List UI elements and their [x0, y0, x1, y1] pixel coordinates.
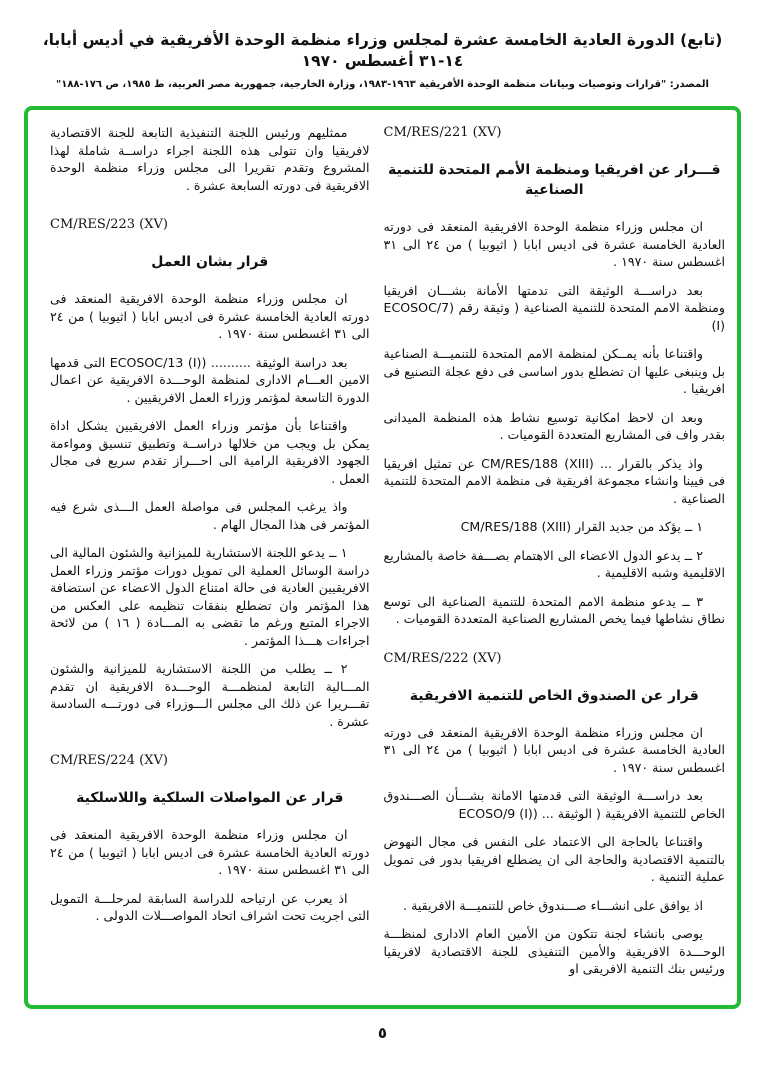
paragraph: واقتناعا بالحاجة الى الاعتماد على النفس فى مجال النهوض بالتنمية الاقتصادية والحاجة الى ان يضطلع افريقيا بدور فى تمويل عملية التنمية .	[383, 834, 725, 884]
paragraph: ٣ ــ يدعو منظمة الامم المتحدة للتنمية الصناعية الى توسع نطاق نشاطها فيما يخص المشاريع الصناعية المتعددة القوميات .	[383, 593, 725, 626]
paragraph: واقتناعا بأن مؤتمر وزراء العمل الافريقيين يشكل اداة يمكن بل ويجب من خلالها دراســة وتطبيق تنسيق ومواءمة الجهود الافريقية الرامية الى احـــراز تقدم سريع فى مجال العمل .	[50, 418, 370, 486]
paragraph: بعد دراســـة الوثيقة التى تدمتها الأمانة بشـــان افريقيا ومنظمة الامم المتحدة للتنمية الصناعية ( وثيقة رقم (ECOSOC/7 (I)	[383, 282, 725, 333]
paragraph: ان مجلس وزراء منظمة الوحدة الافريقية المنعقد فى دورته العادية الخامسة عشرة فى اديس ابابا ( اثيوبيا ) من ٢٤ الى ٣١ اغسطس سنة ١٩٧٠ .	[50, 827, 370, 877]
resolution-code: CM/RES/224 (XV)	[50, 753, 168, 768]
paragraph: واقتناعا بأنه يمــكن لمنظمة الامم المتحدة للتنميـــة الصناعية بل وينبغى عليها ان تضطلع بدور اساسى فى دفع عجلة التصنيع فى افريقيا .	[383, 346, 725, 396]
paragraph: بعد دراســـة الوثيقة التى قدمتها الامانة بشـــأن الصـــندوق الخاص للتنمية الافريقية ( الوثيقة ... (ECOSO/9 (I)	[383, 788, 725, 821]
paragraph: وبعد ان لاحظ امكانية توسيع نشاط هذه المنظمة الميدانى بقدر واف فى المشاريع المتعددة القوميات .	[383, 409, 725, 442]
paragraph: ٢ ــ يطلب من اللجنة الاستشارية للميزانية والشئون المـــالية التابعة لمنظمـــة الوحـــدة الافريقية ان تقدم تقـــريرا عن ذلك الى مجلس الـــوزراء فى دورتـــه السادسة عشرة .	[50, 661, 370, 729]
paragraph: بعد دراسة الوثيقة .......... (ECOSOC/13 (I) التى قدمها الامين العـــام الادارى لمنظمة الوحـــدة الافريقية عن اعمال الدورة التاسعة لمؤتمر وزراء العمل الافريقيين .	[50, 354, 370, 405]
page-header-title: (تابع) الدورة العادية الخامسة عشرة لمجلس وزراء منظمة الوحدة الأفريقية في أديس أبابا، ١٤-٣١ أغسطس ١٩٧٠	[42, 31, 723, 70]
paragraph: يوصى بانشاء لجنة تتكون من الأمين العام الادارى لمنظـــة الوحـــدة الافريقية والأمين التنفيذى للجنة الاقتصادية لافريقيا ورئيس بنك التنمية الافريقى او	[383, 926, 725, 976]
resolution-code: CM/RES/222 (XV)	[383, 650, 502, 666]
resolution-code: CM/RES/221 (XV)	[383, 125, 502, 140]
resolution-title: قرار عن الصندوق الخاص للتنمية الافريقية	[409, 687, 699, 704]
page-number: ٥	[377, 1023, 388, 1042]
left-column	[50, 124, 370, 989]
paragraph: ان مجلس وزراء منظمة الوحدة الافريقية المنعقد فى دورته العادية الخامسة عشرة فى اديس ابابا ( اثيوبيا ) من ٢٤ الى ٣١ اغسطس سنة ١٩٧٠ .	[50, 291, 370, 341]
resolution-title: قرار بشان العمل	[151, 254, 269, 270]
paragraph: ١ ــ يؤكد من جديد القرار CM/RES/188 (XIII)	[460, 519, 703, 534]
paragraph: واذ يذكر بالقرار ... CM/RES/188 (XIII) عن تمثيل افريقيا فى فيينا وانشاء مجموعة افريقية فى منظمة الامم المتحدة للتنمية الصناعية .	[383, 455, 725, 506]
source-citation: المصدر: "قرارات وتوصيات وبيانات منظمة الوحدة الأفريقية ١٩٦٣-١٩٨٣، وزارة الخارجية، جمهورية مصر العربية، ط ١٩٨٥، ص ١٧٦-١٨٨"	[56, 79, 709, 90]
paragraph: اذ يعرب عن ارتياحه للدراسة السابقة لمرحلـــة التمويل التى اجريت تحت اشراف اتحاد المواصـــلات الدولى .	[50, 890, 370, 923]
resolution-title: قـــرار عن افريقيا ومنظمة الأمم المتحدة للتنمية الصناعية	[387, 162, 721, 198]
paragraph: ٢ ــ يدعو الدول الاعضاء الى الاهتمام بصـــفة خاصة بالمشاريع الاقليمية وشبه الاقليمية .	[383, 547, 725, 580]
resolution-code: CM/RES/223 (XV)	[50, 217, 168, 232]
right-column	[384, 124, 725, 989]
resolution-title: قرار عن المواصلات السلكية واللاسلكية	[76, 790, 344, 806]
paragraph: واذ يرغب المجلس فى مواصلة العمل الـــذى شرع فيه المؤتمر فى هذا المجال الهام .	[50, 499, 370, 532]
paragraph: ان مجلس وزراء منظمة الوحدة الافريقية المنعقد فى دورته العادية الخامسة عشرة فى اديس ابابا ( اثيوبيا ) من ٢٤ الى ٣١ اغسطس سنة ١٩٧٠ .	[383, 724, 725, 775]
paragraph: اذ يوافق على انشـــاء صـــندوق خاص للتنميـــة الافريقية .	[403, 897, 703, 913]
paragraph: ان مجلس وزراء منظمة الوحدة الافريقية المنعقد فى دورته العادية الخامسة عشرة فى اديس ابابا ( اثيوبيا ) من ٢٤ الى ٣١ اغسطس سنة ١٩٧٠ .	[383, 219, 725, 269]
paragraph: ١ ــ يدعو اللجنة الاستشارية للميزانية والشئون المالية الى دراسة الوسائل العملية الى تمويل دورات مؤتمر وزراء العمل الافريقيين العادية فى حالة امتناع الدول الاعضاء عن استضافة هذا المؤتمر وان تضطلع بنفقات تنظيمه على العكس من الاجراء المتبع ورغم ما تقضى به المـــادة ( ١٦ ) من لائحة اجراءات هـــذا المؤتمر .	[50, 545, 370, 648]
content-frame	[24, 106, 741, 1009]
paragraph: ممثليهم ورئيس اللجنة التنفيذية التابعة للجنة الاقتصادية لافريقيا وان تتولى هذه اللجنة اجراء دراســة شاملة لهذا المشروع وتقدم تقريرا الى مجلس وزراء منظمة الوحدة الافريقية فى دورته السابعة عشرة .	[50, 125, 370, 193]
